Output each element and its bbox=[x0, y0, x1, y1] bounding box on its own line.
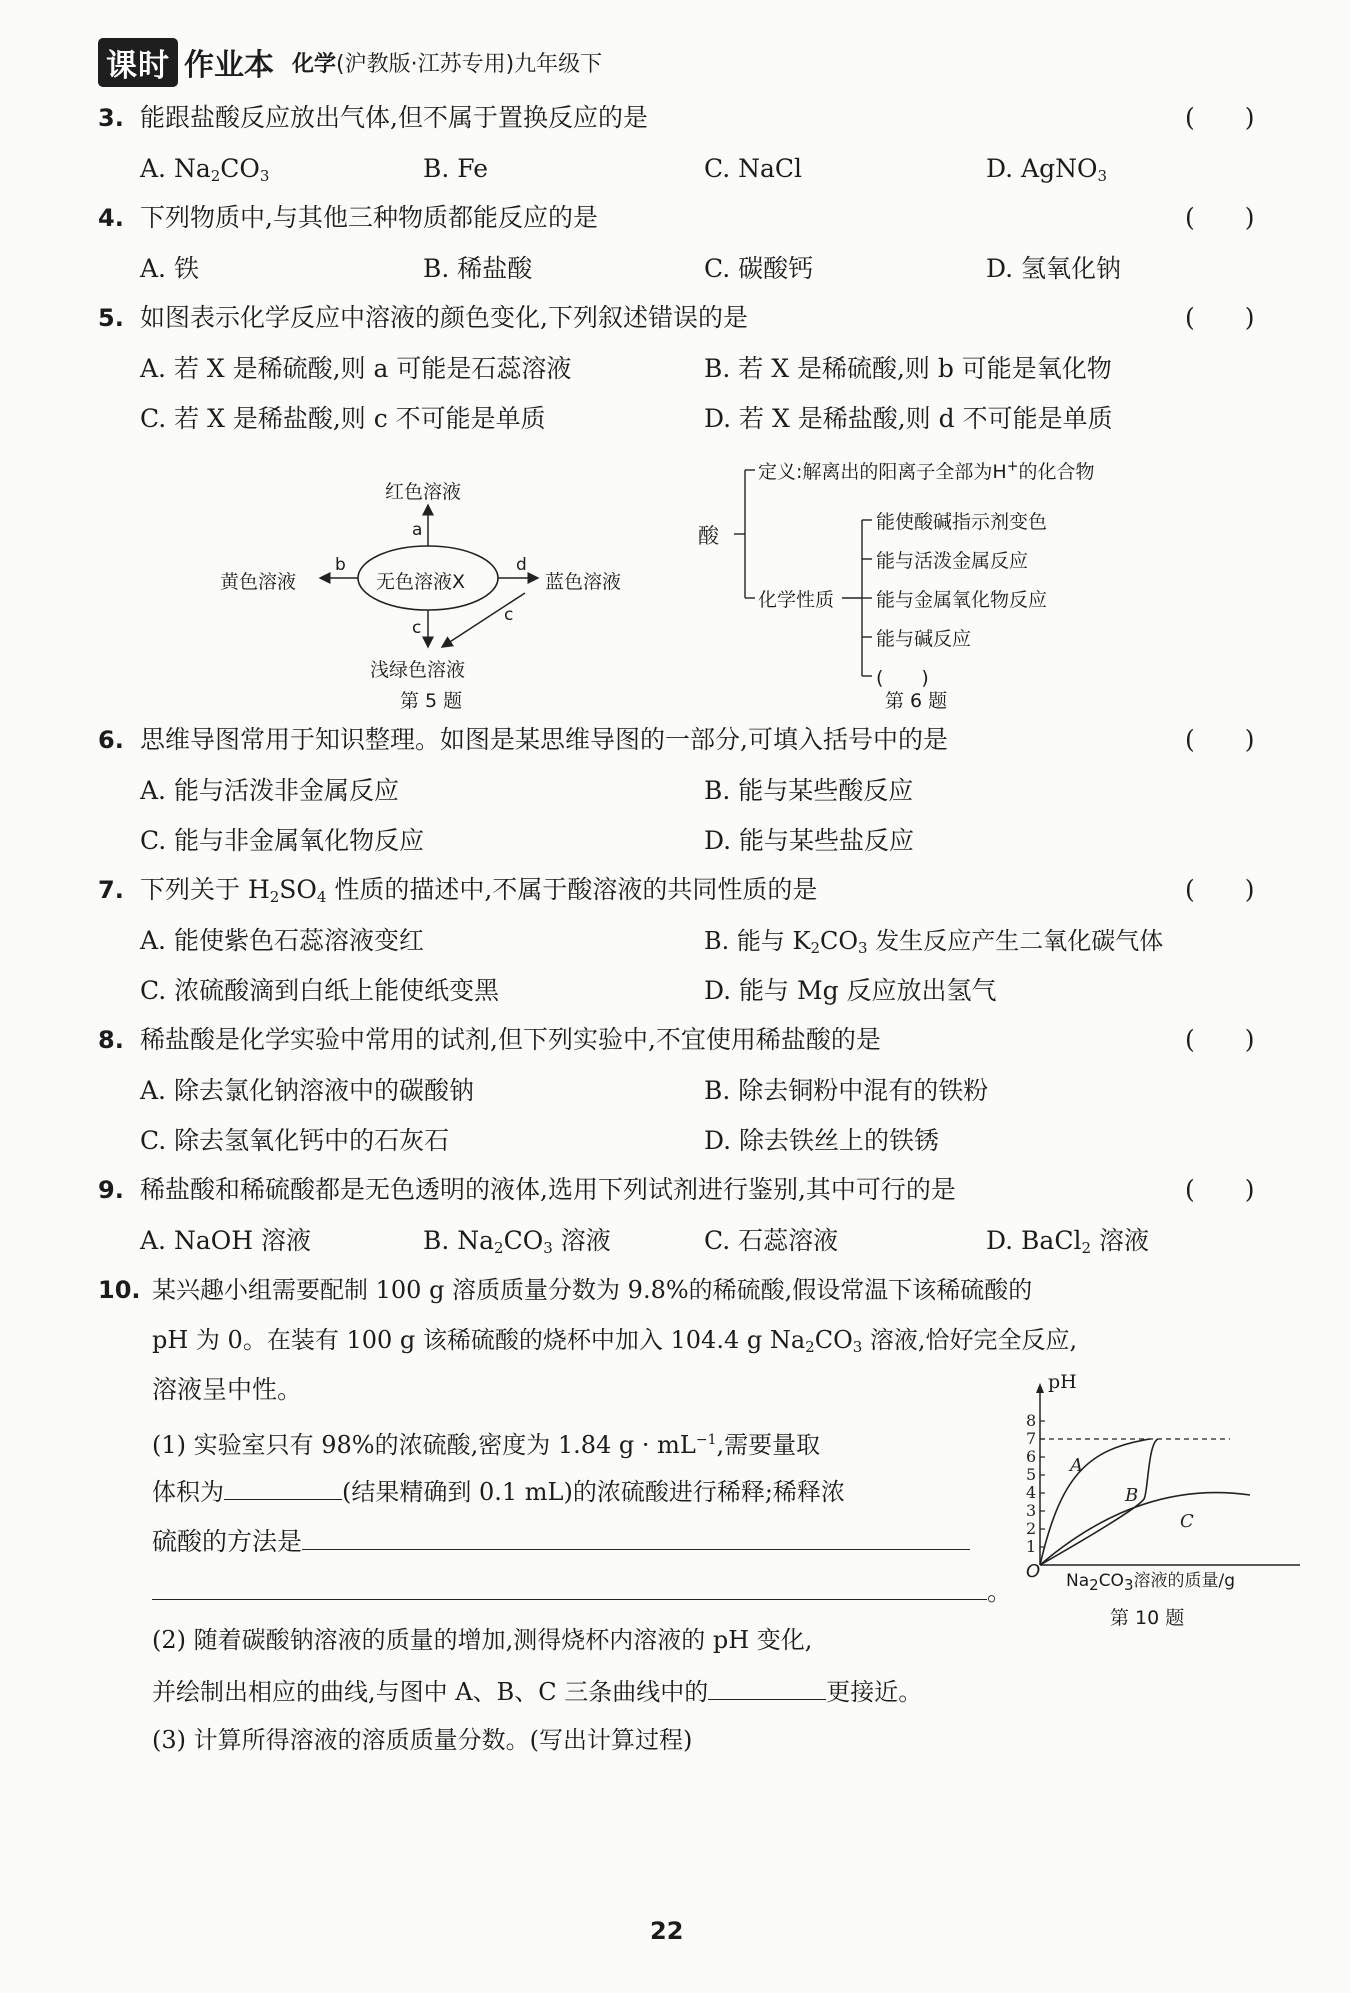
question-number: 7. bbox=[98, 876, 124, 904]
question-number: 3. bbox=[98, 104, 124, 132]
curve-label-a: A bbox=[1070, 1455, 1083, 1476]
option-b[interactable]: B. 能与 $K_2CO_3$ 发生反应产生二氧化碳气体 bbox=[704, 927, 1164, 957]
answer-bracket[interactable]: ( ) bbox=[1185, 203, 1255, 232]
page-header bbox=[98, 40, 602, 84]
option-a[interactable]: A. NaOH 溶液 bbox=[140, 1226, 311, 1255]
figure-5-color-diagram bbox=[220, 475, 660, 715]
question-stem: 能跟盐酸反应放出气体,但不属于置换反应的是 bbox=[140, 103, 648, 132]
y-tick-label: 4 bbox=[1026, 1483, 1037, 1502]
option-d[interactable]: D. AgNO$_3$ bbox=[986, 154, 1108, 185]
figure-caption: 第 5 题 bbox=[400, 690, 463, 712]
option-c[interactable]: C. 除去氢氧化钙中的石灰石 bbox=[140, 1126, 450, 1155]
option-b[interactable]: B. 能与某些酸反应 bbox=[704, 776, 914, 805]
y-tick-label: 2 bbox=[1026, 1519, 1037, 1538]
option-a[interactable]: A. 能与活泼非金属反应 bbox=[140, 776, 399, 805]
y-tick-label: 1 bbox=[1026, 1537, 1037, 1556]
subject-title: 化学 bbox=[292, 51, 337, 77]
option-d[interactable]: D. BaCl$_2$ 溶液 bbox=[986, 1226, 1149, 1257]
curve-b bbox=[1040, 1439, 1158, 1565]
question-number: 4. bbox=[98, 204, 124, 232]
part-1-line: 。 bbox=[152, 1573, 1012, 1609]
y-tick-label: 6 bbox=[1026, 1447, 1037, 1466]
property-item: 能与碱反应 bbox=[876, 628, 972, 650]
property-item: 能与金属氧化物反应 bbox=[876, 589, 1048, 611]
arrow-label-c: c bbox=[412, 618, 422, 638]
option-d[interactable]: D. 能与 Mg 反应放出氢气 bbox=[704, 976, 997, 1005]
arrow-label-d: d bbox=[516, 555, 527, 575]
question-stem-line: 某兴趣小组需要配制 100 g 溶质质量分数为 9.8%的稀硫酸,假设常温下该稀硫酸的 bbox=[152, 1276, 1033, 1304]
option-c[interactable]: C. 碳酸钙 bbox=[704, 254, 814, 283]
edition-label: (沪教版·江苏专用)九年级下 bbox=[336, 51, 603, 77]
option-d[interactable]: D. 氢氧化钠 bbox=[986, 254, 1122, 283]
y-tick-label: 7 bbox=[1026, 1429, 1037, 1448]
figure-6-mind-map bbox=[690, 448, 1170, 716]
center-colorless-x: 无色溶液X bbox=[376, 571, 466, 593]
option-d[interactable]: D. 能与某些盐反应 bbox=[704, 826, 915, 855]
dilution-method-blank-cont[interactable] bbox=[152, 1573, 987, 1600]
y-axis-label: pH bbox=[1048, 1371, 1077, 1393]
arrow-label-b: b bbox=[335, 555, 346, 575]
option-a[interactable]: A. 若 X 是稀硫酸,则 a 可能是石蕊溶液 bbox=[140, 354, 572, 383]
option-a[interactable]: A. 能使紫色石蕊溶液变红 bbox=[140, 926, 424, 955]
label-red-solution: 红色溶液 bbox=[385, 481, 462, 503]
label-blue-solution: 蓝色溶液 bbox=[545, 571, 622, 593]
y-tick-label: 8 bbox=[1026, 1411, 1037, 1430]
option-a[interactable]: A. 除去氯化钠溶液中的碳酸钠 bbox=[140, 1076, 474, 1105]
answer-bracket[interactable]: ( ) bbox=[1185, 1025, 1255, 1054]
x-axis-label: $Na_2CO_3$溶液的质量/g bbox=[1066, 1571, 1236, 1594]
mind-map-brackets bbox=[690, 448, 1170, 716]
curve-label-c: C bbox=[1180, 1511, 1194, 1532]
answer-bracket[interactable]: ( ) bbox=[1185, 725, 1255, 754]
page-number: 22 bbox=[650, 1917, 684, 1945]
y-axis-arrow bbox=[1036, 1383, 1044, 1393]
option-b[interactable]: B. $Na_2CO_3$ 溶液 bbox=[423, 1226, 611, 1257]
question-number: 10. bbox=[98, 1276, 141, 1304]
question-number: 8. bbox=[98, 1026, 124, 1054]
property-item: 能与活泼金属反应 bbox=[876, 550, 1029, 572]
dilution-method-blank[interactable] bbox=[302, 1523, 970, 1550]
figure-caption: 第 6 题 bbox=[885, 690, 948, 712]
property-item: 能使酸碱指示剂变色 bbox=[876, 511, 1048, 533]
option-c[interactable]: C. 若 X 是稀盐酸,则 c 不可能是单质 bbox=[140, 404, 546, 433]
question-stem: 下列关于 $H_2SO_4$ 性质的描述中,不属于酸溶液的共同性质的是 bbox=[140, 875, 818, 906]
mind-map-root: 酸 bbox=[698, 524, 719, 548]
question-stem-line: pH 为 0。在装有 100 g 该稀硫酸的烧杯中加入 104.4 g $Na_2CO_3$ 溶液,恰好完全反应, bbox=[152, 1326, 1078, 1356]
part-3-line: (3) 计算所得溶液的溶质质量分数。(写出计算过程) bbox=[152, 1726, 693, 1754]
option-b[interactable]: B. 若 X 是稀硫酸,则 b 可能是氧化物 bbox=[704, 354, 1112, 383]
label-light-green-solution: 浅绿色溶液 bbox=[370, 659, 466, 681]
acid-definition: 定义:解离出的阳离子全部为H+的化合物 bbox=[758, 458, 1095, 483]
option-c[interactable]: C. 浓硫酸滴到白纸上能使纸变黑 bbox=[140, 976, 500, 1005]
y-tick-label: 5 bbox=[1026, 1465, 1037, 1484]
part-1-line: 硫酸的方法是 bbox=[152, 1523, 970, 1559]
answer-bracket[interactable]: ( ) bbox=[1185, 1175, 1255, 1204]
question-stem: 下列物质中,与其他三种物质都能反应的是 bbox=[140, 203, 598, 232]
question-number: 6. bbox=[98, 726, 124, 754]
part-1-line: 体积为 (结果精确到 0.1 mL)的浓硫酸进行稀释;稀释浓 bbox=[152, 1473, 845, 1509]
option-d[interactable]: D. 除去铁丝上的铁锈 bbox=[704, 1126, 940, 1155]
label-yellow-solution: 黄色溶液 bbox=[220, 571, 297, 593]
ph-chart-svg bbox=[1010, 1375, 1330, 1595]
figure-caption: 第 10 题 bbox=[1110, 1607, 1185, 1629]
volume-answer-blank[interactable] bbox=[224, 1473, 342, 1500]
curve-answer-blank[interactable] bbox=[708, 1673, 826, 1700]
option-c[interactable]: C. 能与非金属氧化物反应 bbox=[140, 826, 425, 855]
option-c[interactable]: C. NaCl bbox=[704, 154, 803, 183]
part-2-line: (2) 随着碳酸钠溶液的质量的增加,测得烧杯内溶液的 pH 变化, bbox=[152, 1626, 813, 1654]
origin-label: O bbox=[1026, 1561, 1041, 1582]
option-b[interactable]: B. 稀盐酸 bbox=[423, 254, 533, 283]
book-title: 作业本 bbox=[184, 48, 274, 83]
question-number: 9. bbox=[98, 1176, 124, 1204]
part-2-line: 并绘制出相应的曲线,与图中 A、B、C 三条曲线中的 更接近。 bbox=[152, 1673, 922, 1709]
answer-bracket[interactable]: ( ) bbox=[1185, 303, 1255, 332]
brand-logo: 课时 bbox=[98, 38, 178, 87]
question-stem: 如图表示化学反应中溶液的颜色变化,下列叙述错误的是 bbox=[140, 303, 748, 332]
chemical-properties-node: 化学性质 bbox=[758, 589, 835, 611]
curve-c bbox=[1040, 1493, 1250, 1565]
answer-bracket[interactable]: ( ) bbox=[1185, 875, 1255, 904]
curve-label-b: B bbox=[1125, 1485, 1139, 1506]
option-b[interactable]: B. Fe bbox=[423, 154, 489, 183]
question-stem: 稀盐酸是化学实验中常用的试剂,但下列实验中,不宜使用稀盐酸的是 bbox=[140, 1025, 881, 1054]
question-stem: 思维导图常用于知识整理。如图是某思维导图的一部分,可填入括号中的是 bbox=[140, 725, 948, 754]
part-1-line: (1) 实验室只有 98%的浓硫酸,密度为 1.84 $g \cdot mL^{-1}$,需要量取 bbox=[152, 1431, 821, 1459]
option-a[interactable]: A. $Na_2CO_3$ bbox=[140, 154, 270, 185]
arrow-label-c-diagonal: c bbox=[504, 605, 514, 625]
figure-10-ph-chart bbox=[1010, 1371, 1330, 1645]
question-stem-line: 溶液呈中性。 bbox=[152, 1375, 303, 1404]
property-blank-item[interactable]: ( ) bbox=[876, 667, 929, 689]
option-c[interactable]: C. 石蕊溶液 bbox=[704, 1226, 839, 1255]
question-stem: 稀盐酸和稀硫酸都是无色透明的液体,选用下列试剂进行鉴别,其中可行的是 bbox=[140, 1175, 956, 1204]
option-b[interactable]: B. 除去铜粉中混有的铁粉 bbox=[704, 1076, 989, 1105]
option-a[interactable]: A. 铁 bbox=[140, 254, 199, 283]
question-number: 5. bbox=[98, 304, 124, 332]
option-d[interactable]: D. 若 X 是稀盐酸,则 d 不可能是单质 bbox=[704, 404, 1113, 433]
y-tick-label: 3 bbox=[1026, 1501, 1037, 1520]
answer-bracket[interactable]: ( ) bbox=[1185, 103, 1255, 132]
arrow-label-a: a bbox=[412, 520, 423, 540]
